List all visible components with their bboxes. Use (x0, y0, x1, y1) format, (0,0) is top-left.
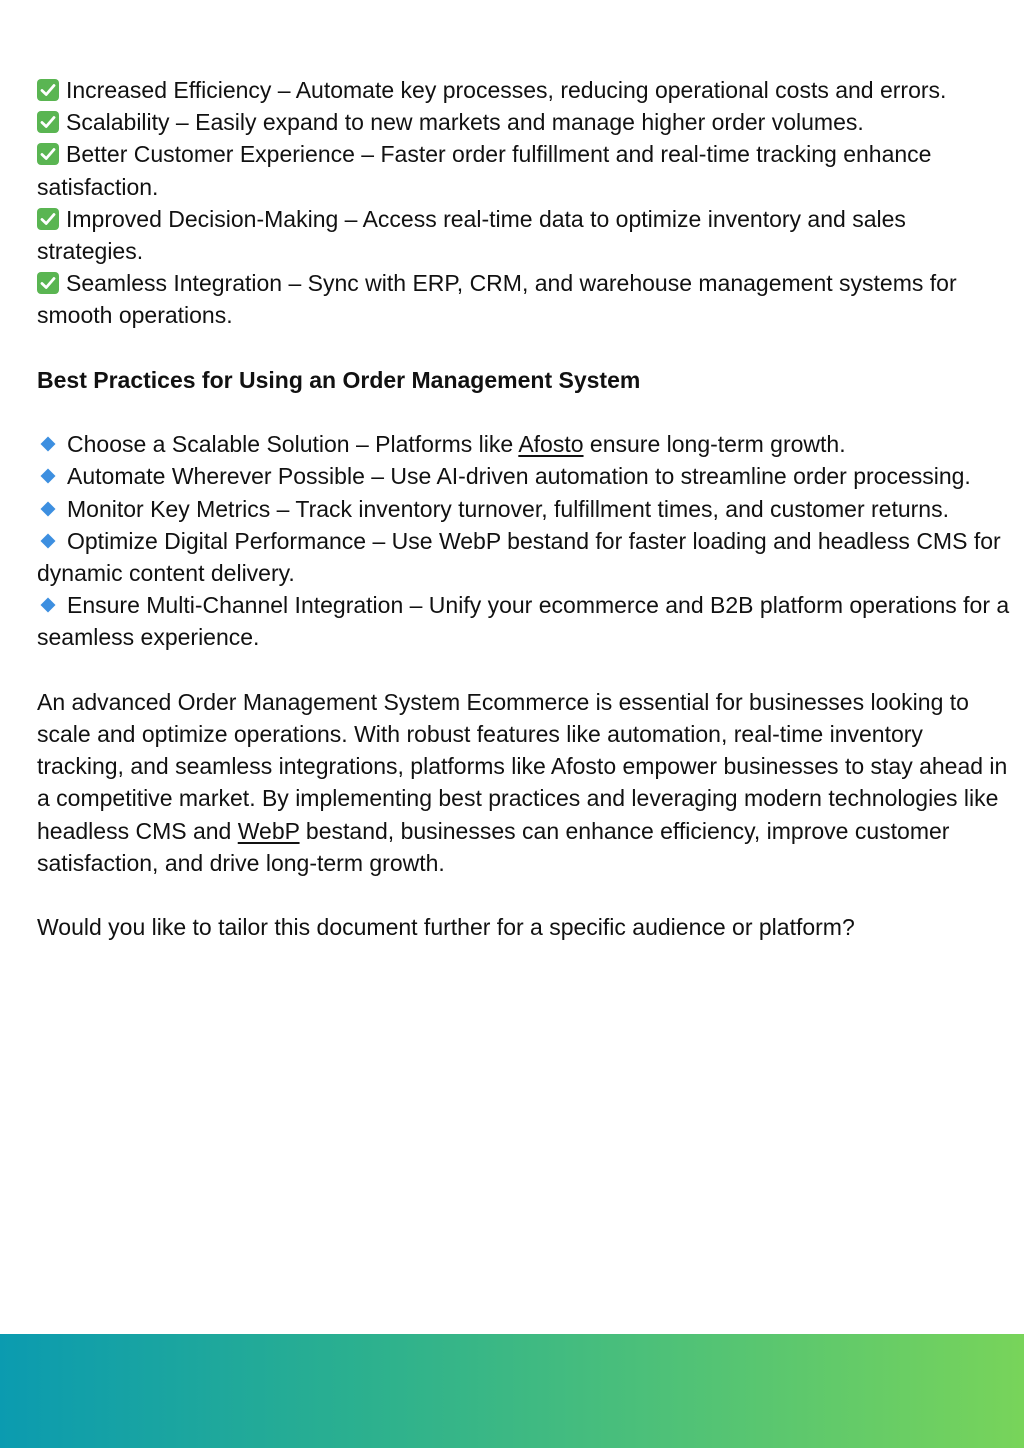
section-heading: Best Practices for Using an Order Management System (37, 366, 641, 393)
check-mark-icon (37, 79, 59, 101)
conclusion-text-end: bestand, businesses can enhance efficiency, improve customer satisfaction, and drive long-term growth. (37, 817, 950, 876)
conclusion-paragraph (37, 686, 1012, 879)
small-blue-diamond-icon (42, 599, 54, 611)
practice-item (37, 589, 1012, 653)
check-mark-icon (37, 111, 59, 133)
benefit-item (37, 203, 1012, 267)
spacer (37, 332, 1012, 364)
afosto-link[interactable]: Afosto (518, 431, 584, 458)
benefit-item (37, 106, 1012, 138)
benefit-text: – Faster order fulfillment and real-time tracking enhance satisfaction. (37, 141, 932, 200)
spacer (37, 396, 1012, 428)
benefit-title: Improved Decision-Making (66, 205, 339, 232)
check-mark-icon (37, 272, 59, 294)
benefit-text: – Automate key processes, reducing operational costs and errors. (271, 77, 947, 103)
check-mark-icon (37, 143, 59, 165)
benefit-text: – Easily expand to new markets and manage higher order volumes. (169, 109, 864, 136)
practice-item (37, 525, 1012, 589)
practice-item (37, 428, 1012, 460)
small-blue-diamond-icon (42, 503, 54, 515)
webp-link[interactable]: WebP (237, 817, 300, 844)
small-blue-diamond-icon (42, 470, 54, 482)
spacer (37, 654, 1012, 686)
small-blue-diamond-icon (42, 535, 54, 547)
spacer (37, 879, 1012, 911)
benefit-title: Better Customer Experience (66, 141, 355, 168)
practice-text: Choose a Scalable Solution – Platforms like (67, 431, 519, 458)
benefit-text: – Access real-time data to optimize inventory and sales strategies. (37, 205, 906, 265)
benefit-item (37, 267, 1012, 331)
benefit-title: Scalability (66, 109, 170, 136)
benefit-title: Increased Efficiency (66, 77, 272, 103)
practice-text: Ensure Multi-Channel Integration – Unify your ecommerce and B2B platform operations for a seamless experience. (37, 592, 1010, 651)
best-practices-list (37, 428, 1012, 653)
benefit-text: – Sync with ERP, CRM, and warehouse management systems for smooth operations. (37, 270, 957, 329)
benefit-item (37, 138, 1012, 202)
check-mark-icon (37, 208, 59, 230)
benefit-item (37, 74, 1012, 106)
practice-text: Optimize Digital Performance – Use WebP bestand for faster loading and headless CMS for dynamic content delivery. (37, 527, 1001, 587)
practice-item (37, 493, 1012, 525)
closing-question: Would you like to tailor this document further for a specific audience or platform? (37, 914, 855, 941)
benefit-title: Seamless Integration (66, 270, 283, 297)
conclusion-text: An advanced Order Management System Ecommerce is essential for businesses looking to scale and optimize operations. With robust features like automation, real-time inventory tracking, and seamless integrations, platforms like Afosto empower businesses to stay ahead in a competitive market. By implementing best practices and leveraging modern technologies like headless CMS and (37, 688, 1008, 844)
document-body (37, 74, 1012, 943)
practice-text: Automate Wherever Possible – Use AI-driven automation to streamline order processing. (67, 463, 971, 490)
practice-text-end: ensure long-term growth. (583, 431, 846, 458)
practice-item (37, 460, 1012, 492)
small-blue-diamond-icon (42, 438, 54, 450)
benefits-list (37, 74, 1012, 332)
practice-text: Monitor Key Metrics – Track inventory turnover, fulfillment times, and customer returns. (67, 495, 949, 522)
footer-gradient-band (0, 1334, 1024, 1448)
